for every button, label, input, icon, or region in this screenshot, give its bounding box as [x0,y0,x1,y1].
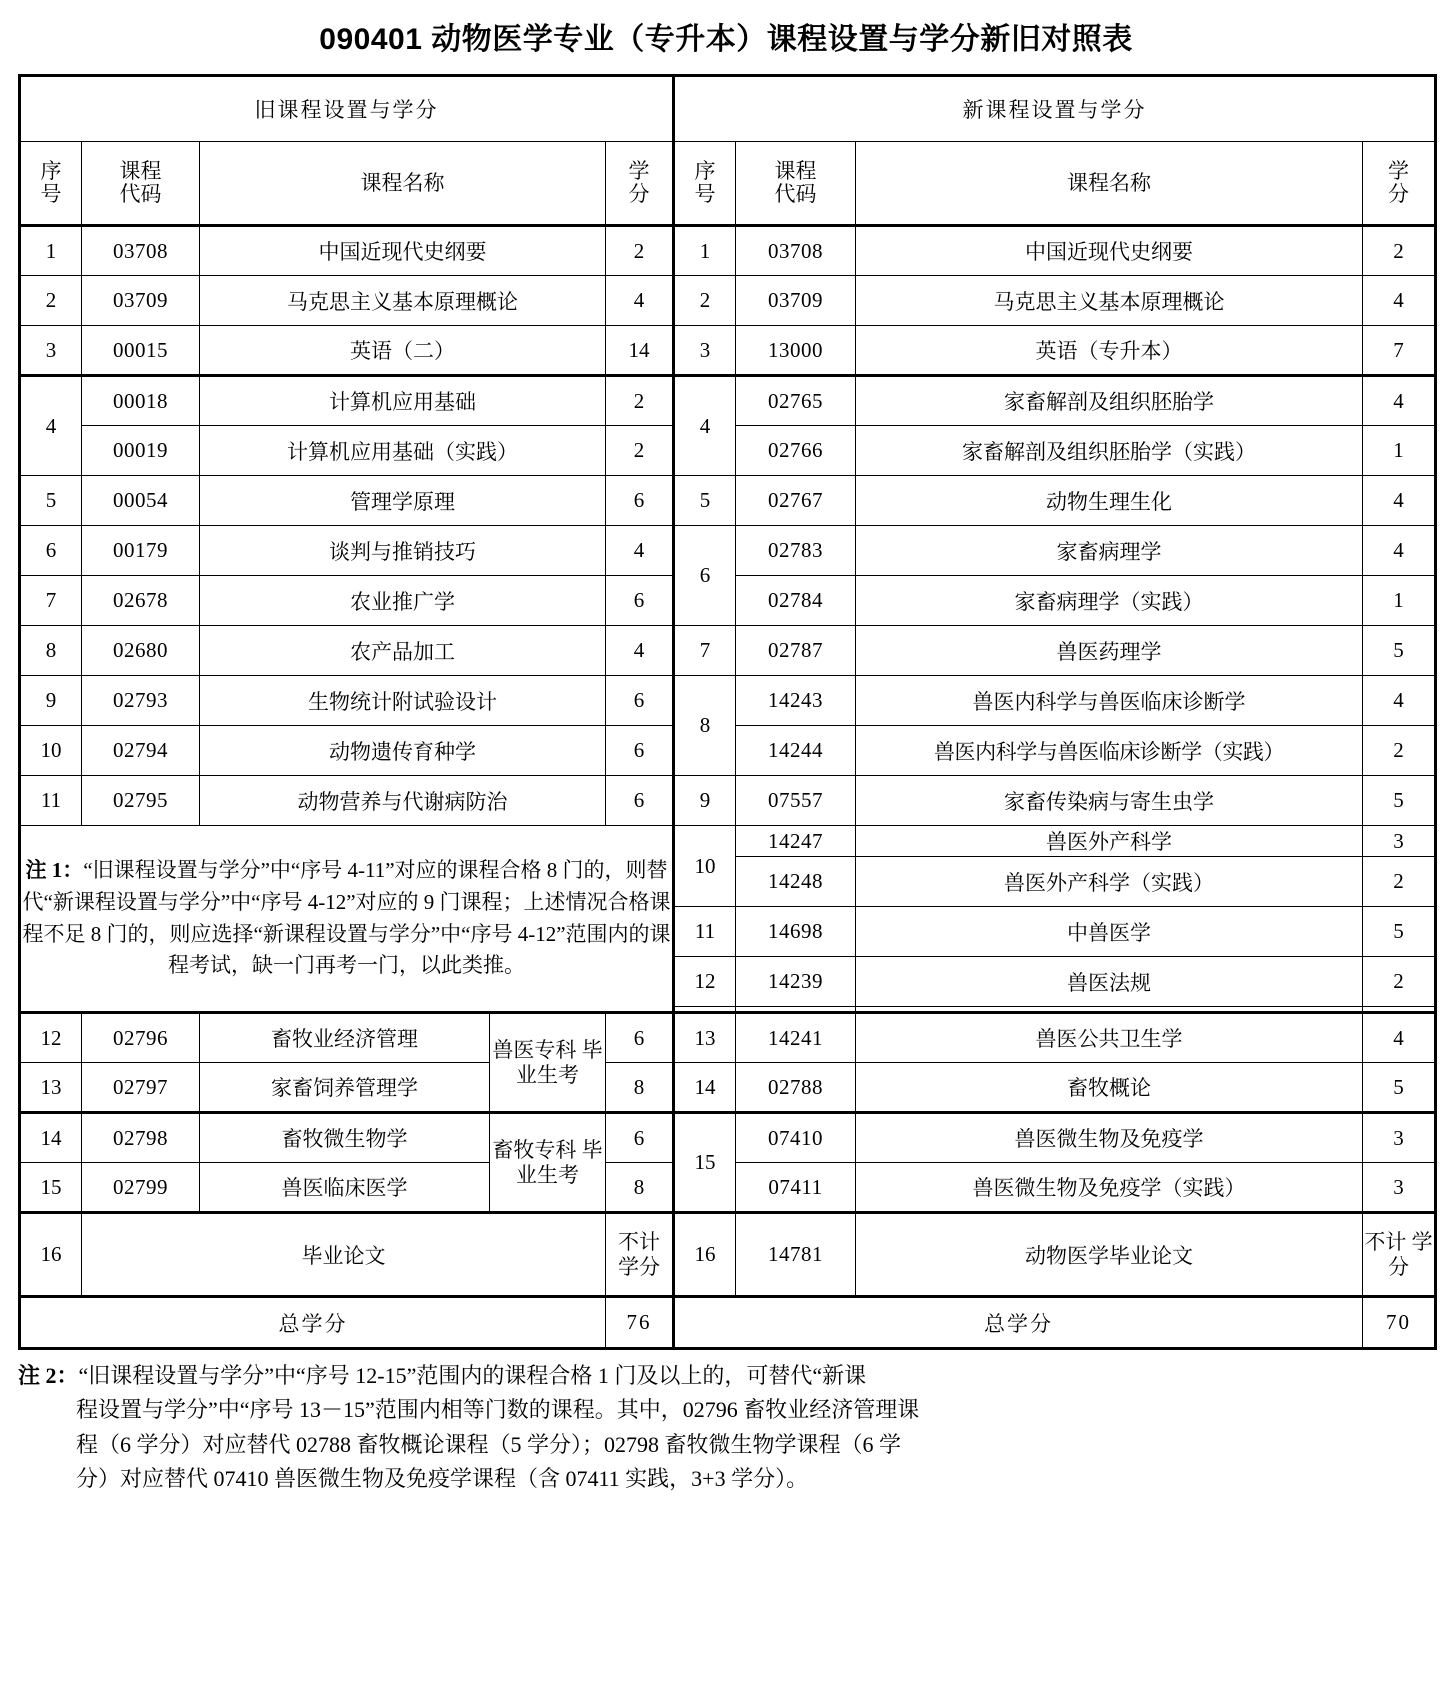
new-total-value: 70 [1363,1297,1436,1349]
old-code: 03709 [82,276,200,326]
old-code: 00015 [82,326,200,376]
new-name: 马克思主义基本原理概论 [856,276,1363,326]
new-credit: 3 [1363,1163,1436,1213]
new-name: 家畜病理学 [856,526,1363,576]
table-row [20,376,1436,426]
code-line2: 代码 [774,182,817,206]
old-remark-husbandry [490,1113,606,1213]
page-title: 090401 动物医学专业（专升本）课程设置与学分新旧对照表 [319,23,1133,56]
credit-line2: 学分 [618,1254,661,1279]
code-line1: 课程 [119,159,162,184]
new-seq: 16 [674,1213,736,1297]
new-seq: 4 [674,376,736,476]
old-seq: 7 [20,576,82,626]
note1-label: 注 1： [25,857,84,882]
new-credit: 7 [1363,326,1436,376]
new-code: 02783 [736,526,856,576]
old-seq: 11 [20,776,82,826]
old-credit: 6 [606,776,674,826]
new-credit: 5 [1363,776,1436,826]
new-name: 动物生理生化 [856,476,1363,526]
new-name: 英语（专升本） [856,326,1363,376]
new-credit: 5 [1363,907,1436,957]
new-seq: 8 [674,676,736,776]
new-credit: 4 [1363,276,1436,326]
old-name: 生物统计附试验设计 [200,676,606,726]
old-code: 02798 [82,1113,200,1163]
old-seq: 2 [20,276,82,326]
old-name: 计算机应用基础（实践） [200,426,606,476]
new-name: 兽医公共卫生学 [856,1013,1363,1063]
new-seq: 13 [674,1013,736,1063]
old-seq: 9 [20,676,82,726]
old-code: 02678 [82,576,200,626]
old-name: 马克思主义基本原理概论 [200,276,606,326]
old-name: 家畜饲养管理学 [200,1063,490,1113]
old-credit: 4 [606,626,674,676]
new-credit: 2 [1363,957,1436,1007]
col-header-seq-new [674,142,736,226]
new-code: 13000 [736,326,856,376]
old-code: 00018 [82,376,200,426]
col-header-code-old [82,142,200,226]
old-code: 02794 [82,726,200,776]
note2-text3: 程（6 学分）对应替代 02788 畜牧概论课程（5 学分）；02798 畜牧微生物学课程（6 学 [76,1431,902,1457]
old-seq: 1 [20,226,82,276]
old-name: 毕业论文 [82,1213,606,1297]
old-seq: 12 [20,1013,82,1063]
new-code: 02788 [736,1063,856,1113]
table-row [20,276,1436,326]
note2-line1 [18,1359,1434,1393]
new-code: 14244 [736,726,856,776]
new-seq: 12 [674,957,736,1007]
new-name: 兽医药理学 [856,626,1363,676]
new-credit: 3 [1363,826,1436,857]
new-credit: 2 [1363,857,1436,907]
old-code: 02796 [82,1013,200,1063]
new-credit: 2 [1363,726,1436,776]
old-credit: 4 [606,526,674,576]
new-code: 14781 [736,1213,856,1297]
old-name: 畜牧业经济管理 [200,1013,490,1063]
new-credit [1363,1213,1436,1297]
new-code: 14248 [736,857,856,907]
new-name: 家畜解剖及组织胚胎学（实践） [856,426,1363,476]
new-credit: 4 [1363,1013,1436,1063]
old-code: 02793 [82,676,200,726]
new-code: 02784 [736,576,856,626]
new-seq: 14 [674,1063,736,1113]
old-seq: 10 [20,726,82,776]
new-credit: 4 [1363,476,1436,526]
new-seq: 9 [674,776,736,826]
old-credit: 6 [606,676,674,726]
old-code: 02799 [82,1163,200,1213]
new-code: 07557 [736,776,856,826]
old-name: 动物遗传育种学 [200,726,606,776]
old-credit: 2 [606,226,674,276]
section-header-row [20,76,1436,142]
credit-line2: 分 [628,182,650,206]
new-code: 03709 [736,276,856,326]
remark-line1: 畜牧专科 [492,1138,577,1163]
old-seq: 4 [20,376,82,476]
old-seq: 8 [20,626,82,676]
old-name: 畜牧微生物学 [200,1113,490,1163]
table-row [20,676,1436,726]
column-header-row [20,142,1436,226]
table-row [20,626,1436,676]
old-code: 00179 [82,526,200,576]
note2-label: 注 2： [18,1363,79,1388]
new-credit: 1 [1363,426,1436,476]
credit-line1: 不计 [1364,1230,1407,1255]
new-seq: 7 [674,626,736,676]
new-code: 02765 [736,376,856,426]
new-code: 14241 [736,1013,856,1063]
new-code: 14243 [736,676,856,726]
new-name: 家畜解剖及组织胚胎学 [856,376,1363,426]
credit-line1: 不计 [618,1230,661,1255]
old-name: 管理学原理 [200,476,606,526]
remark-line1: 兽医专科 [492,1038,577,1063]
new-code: 14698 [736,907,856,957]
new-credit: 4 [1363,526,1436,576]
old-seq: 13 [20,1063,82,1113]
old-credit: 6 [606,1113,674,1163]
remark-line2: 毕业生考 [516,1038,603,1087]
new-code: 02766 [736,426,856,476]
old-code: 02795 [82,776,200,826]
old-credit: 6 [606,476,674,526]
col-header-credit-old [606,142,674,226]
section-title-new: 新课程设置与学分 [674,76,1436,142]
old-seq: 5 [20,476,82,526]
section-title-old: 旧课程设置与学分 [20,76,674,142]
note2-text4: 分）对应替代 07410 兽医微生物及免疫学课程（含 07411 实践，3+3 学分）。 [76,1465,809,1491]
new-credit: 5 [1363,626,1436,676]
old-remark-vet [490,1013,606,1113]
table-row [20,1013,1436,1063]
new-seq: 15 [674,1113,736,1213]
new-name: 兽医微生物及免疫学 [856,1113,1363,1163]
new-seq: 11 [674,907,736,957]
new-credit: 1 [1363,576,1436,626]
new-name: 家畜传染病与寄生虫学 [856,776,1363,826]
note2-text1: “旧课程设置与学分”中“序号 12-15”范围内的课程合格 1 门及以上的，可替代“新课 [78,1363,867,1388]
note1-body: “旧课程设置与学分”中“序号 4-11”对应的课程合格 8 门的，则替代“新课程设置与学分”中“序号 4-12”对应的 9 门课程；上述情况合格课程不足 8 门的，则应选择“新课程设置与学分”中“序号 4-12”范围内的课程考试，缺一门再考一门，以此类推。 [22,857,671,978]
old-name: 谈判与推销技巧 [200,526,606,576]
credit-line1: 学 [628,159,650,184]
old-code: 00019 [82,426,200,476]
old-credit: 6 [606,726,674,776]
old-name: 计算机应用基础 [200,376,606,426]
new-name: 中兽医学 [856,907,1363,957]
new-credit: 4 [1363,676,1436,726]
total-row [20,1297,1436,1349]
old-seq: 15 [20,1163,82,1213]
old-code: 00054 [82,476,200,526]
table-row [20,526,1436,576]
new-name: 兽医外产科学 [856,826,1363,857]
table-row [20,1063,1436,1113]
new-code: 14239 [736,957,856,1007]
new-code: 07410 [736,1113,856,1163]
new-credit: 2 [1363,226,1436,276]
old-seq: 16 [20,1213,82,1297]
old-code: 02797 [82,1063,200,1113]
col-header-name-new: 课程名称 [856,142,1363,226]
old-credit [606,1213,674,1297]
new-seq: 2 [674,276,736,326]
code-line2: 代码 [119,182,162,206]
new-name: 家畜病理学（实践） [856,576,1363,626]
note1-cell [20,826,674,1013]
credit-line1: 学 [1388,159,1410,184]
new-code: 07411 [736,1163,856,1213]
old-credit: 2 [606,376,674,426]
old-credit: 8 [606,1063,674,1113]
table-row [20,776,1436,826]
new-seq: 3 [674,326,736,376]
new-total-label: 总学分 [674,1297,1363,1349]
course-comparison-table [18,74,1437,1350]
note2-text2: 程设置与学分”中“序号 13－15”范围内相等门数的课程。其中，02796 畜牧业经济管理课 [76,1397,920,1423]
new-seq: 5 [674,476,736,526]
new-name: 动物医学毕业论文 [856,1213,1363,1297]
old-credit: 8 [606,1163,674,1213]
remark-line2: 毕业生考 [516,1138,603,1187]
old-code: 02680 [82,626,200,676]
old-name: 英语（二） [200,326,606,376]
new-credit: 3 [1363,1113,1436,1163]
new-name: 兽医外产科学（实践） [856,857,1363,907]
old-credit: 6 [606,576,674,626]
seq-line2: 号 [40,182,62,206]
new-code: 02767 [736,476,856,526]
old-name: 中国近现代史纲要 [200,226,606,276]
old-name: 兽医临床医学 [200,1163,490,1213]
table-row [20,326,1436,376]
new-name: 兽医内科学与兽医临床诊断学（实践） [856,726,1363,776]
new-name: 畜牧概论 [856,1063,1363,1113]
seq-line2: 号 [694,182,716,206]
note1-and-row [20,826,1436,857]
old-credit: 4 [606,276,674,326]
old-name: 动物营养与代谢病防治 [200,776,606,826]
seq-line1: 序 [694,159,716,184]
credit-line2: 分 [1388,182,1410,206]
old-name: 农产品加工 [200,626,606,676]
table-row [20,226,1436,276]
col-header-code-new [736,142,856,226]
col-header-name-old: 课程名称 [200,142,606,226]
col-header-seq-old [20,142,82,226]
new-code: 02787 [736,626,856,676]
old-total-value: 76 [606,1297,674,1349]
new-credit: 5 [1363,1063,1436,1113]
new-name: 中国近现代史纲要 [856,226,1363,276]
table-row [20,1113,1436,1163]
new-credit: 4 [1363,376,1436,426]
new-code: 03708 [736,226,856,276]
col-header-credit-new [1363,142,1436,226]
old-seq: 3 [20,326,82,376]
new-name: 兽医法规 [856,957,1363,1007]
old-code: 03708 [82,226,200,276]
new-name: 兽医微生物及免疫学（实践） [856,1163,1363,1213]
old-credit: 6 [606,1013,674,1063]
credit-line2: 学分 [1388,1230,1433,1279]
new-code: 14247 [736,826,856,857]
old-seq: 6 [20,526,82,576]
old-name: 农业推广学 [200,576,606,626]
new-seq: 6 [674,526,736,626]
new-name: 兽医内科学与兽医临床诊断学 [856,676,1363,726]
thesis-row [20,1213,1436,1297]
old-credit: 2 [606,426,674,476]
old-credit: 14 [606,326,674,376]
table-row [20,476,1436,526]
note2-block [18,1350,1434,1496]
new-seq: 1 [674,226,736,276]
old-seq: 14 [20,1113,82,1163]
code-line1: 课程 [774,159,817,184]
old-total-label: 总学分 [20,1297,606,1349]
seq-line1: 序 [40,159,62,184]
new-seq: 10 [674,826,736,907]
